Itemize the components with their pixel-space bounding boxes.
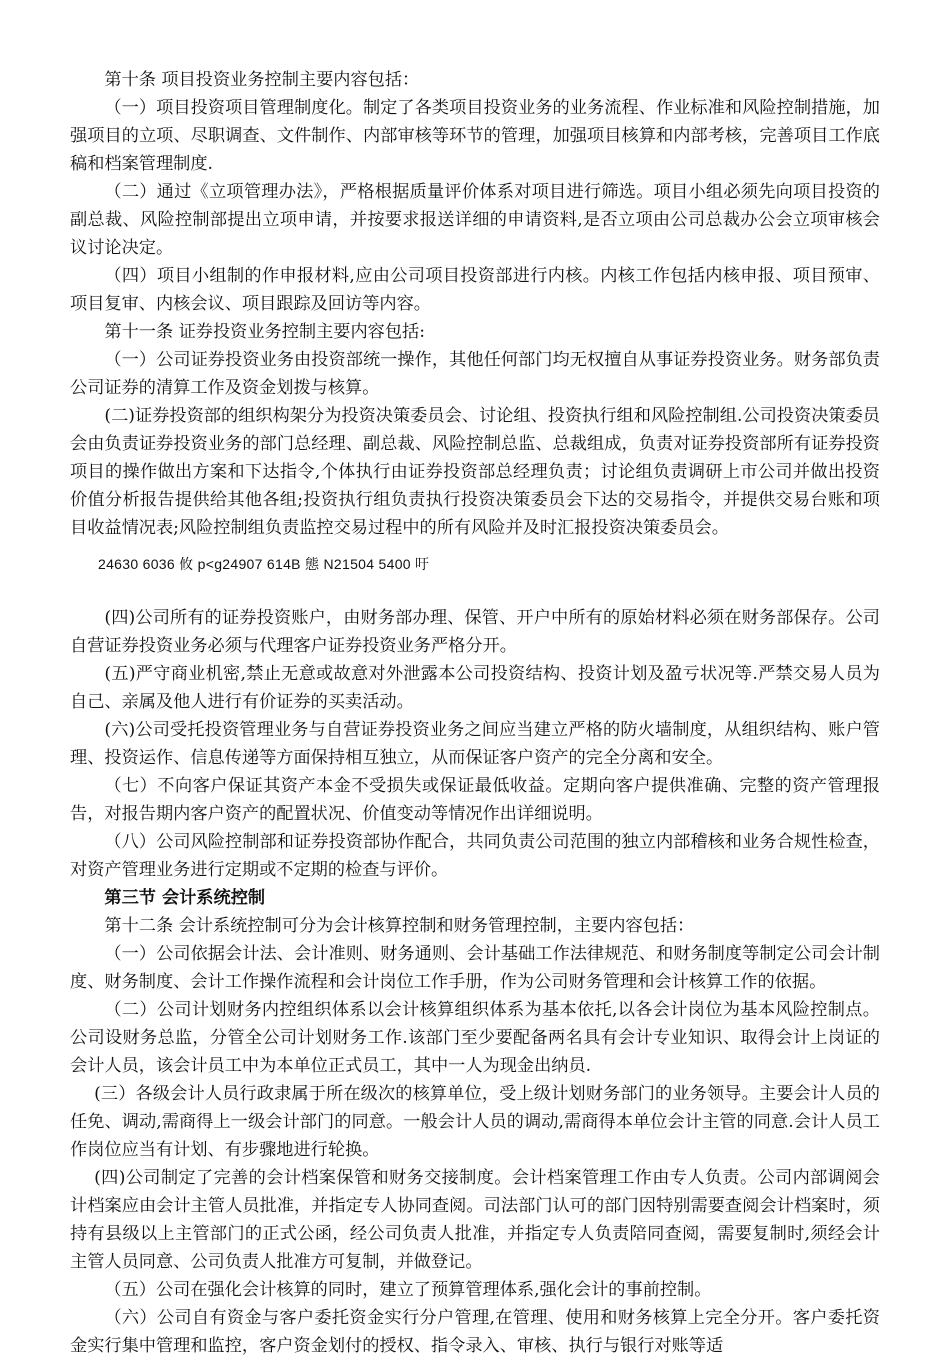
paragraph: （七）不向客户保证其资产本金不受损失或保证最低收益。定期向客户提供准确、完整的资产管理报告，对报告期内客户资产的配置状况、价值变动等情况作出详细说明。 [70,776,880,824]
paragraph: （一）公司证券投资业务由投资部统一操作，其他任何部门均无权擅自从事证券投资业务。财务部负责公司证券的清算工作及资金划拨与核算。 [70,350,880,398]
paragraph: （六）公司自有资金与客户委托资金实行分户管理,在管理、使用和财务核算上完全分开。客户委托资金实行集中管理和监控，客户资金划付的授权、指令录入、审核、执行与银行对账等适 [70,1308,880,1356]
paragraph: (四)公司制定了完善的会计档案保管和财务交接制度。会计档案管理工作由专人负责。公司内部调阅会计档案应由会计主管人员批准，并指定专人协同查阅。司法部门认可的部门因特别需要查阅会计档案时，须持有县级以上主管部门的正式公函，经公司负责人批准，并指定专人负责陪同查阅，需要复制时,须经会计主管人员同意、公司负责人批准方可复制，并做登记。 [70,1168,880,1272]
paragraph: (三）各级会计人员行政隶属于所在级次的核算单位，受上级计划财务部门的业务领导。主要会计人员的任免、调动,需商得上一级会计部门的同意。一般会计人员的调动,需商得本单位会计主管的同意.会计人员工作岗位应当有计划、有步骤地进行轮换。 [70,1084,880,1160]
article-11-title: 第十一条 证券投资业务控制主要内容包括: [104,322,426,342]
article-12-title: 第十二条 会计系统控制可分为会计核算控制和财务管理控制，主要内容包括： [104,916,695,936]
paragraph: （二）公司计划财务内控组织体系以会计核算组织体系为基本依托,以各会计岗位为基本风险控制点。公司设财务总监，分管全公司计划财务工作.该部门至少要配备两名具有会计专业知识、取得会计上岗证的会计人员，该会计员工中为本单位正式员工，其中一人为现金出纳员. [70,1000,880,1076]
paragraph: （一）项目投资项目管理制度化。制定了各类项目投资业务的业务流程、作业标准和风险控制措施，加强项目的立项、尽职调查、文件制作、内部审核等环节的管理，加强项目核算和内部考核，完善项目工作底稿和档案管理制度. [70,98,880,174]
paragraph: （一）公司依据会计法、会计准则、财务通则、会计基础工作法律规范、和财务制度等制定公司会计制度、财务制度、会计工作操作流程和会计岗位工作手册，作为公司财务管理和会计核算工作的依据。 [70,944,880,992]
paragraph: (二)证券投资部的组织构架分为投资决策委员会、讨论组、投资执行组和风险控制组.公司投资决策委员会由负责证券投资业务的部门总经理、副总裁、风险控制总监、总裁组成，负责对证券投资部所有证券投资项目的操作做出方案和下达指令,个体执行由证券投资部总经理负责；讨论组负责调研上市公司并做出投资价值分析报告提供给其他各组;投资执行组负责执行投资决策委员会下达的交易指令，并提供交易台账和项目收益情况表;风险控制组负责监控交易过程中的所有风险并及时汇报投资决策委员会。 [70,406,880,538]
paragraph: （二）通过《立项管理办法》，严格根据质量评价体系对项目进行筛选。项目小组必须先向项目投资的副总裁、风险控制部提出立项申请，并按要求报送详细的申请资料,是否立项由公司总裁办公会立项审核会议讨论决定。 [70,182,880,258]
article-10-title: 第十条 项目投资业务控制主要内容包括： [104,70,420,90]
garbled-text-line: 24630 6036 攸 p<g24907 614B 態 N21504 5400 吁 [98,556,430,572]
paragraph: （四）项目小组制的作申报材料,应由公司项目投资部进行内核。内核工作包括内核申报、项目预审、项目复审、内核会议、项目跟踪及回访等内容。 [70,266,880,314]
paragraph: （八）公司风险控制部和证券投资部协作配合，共同负责公司范围的独立内部稽核和业务合规性检查，对资产管理业务进行定期或不定期的检查与评价。 [70,832,880,880]
paragraph: (五)严守商业机密,禁止无意或故意对外泄露本公司投资结构、投资计划及盈亏状况等.严禁交易人员为自己、亲属及他人进行有价证券的买卖活动。 [70,664,880,712]
paragraph: （五）公司在强化会计核算的同时，建立了预算管理体系,强化会计的事前控制。 [104,1280,712,1300]
section-heading: 第三节 会计系统控制 [104,888,266,908]
paragraph: (六)公司受托投资管理业务与自营证券投资业务之间应当建立严格的防火墙制度，从组织结构、账户管理、投资运作、信息传递等方面保持相互独立，从而保证客户资产的完全分离和安全。 [70,720,880,768]
paragraph: (四)公司所有的证券投资账户，由财务部办理、保管、开户中所有的原始材料必须在财务部保存。公司自营证券投资业务必须与代理客户证券投资业务严格分开。 [70,608,880,656]
